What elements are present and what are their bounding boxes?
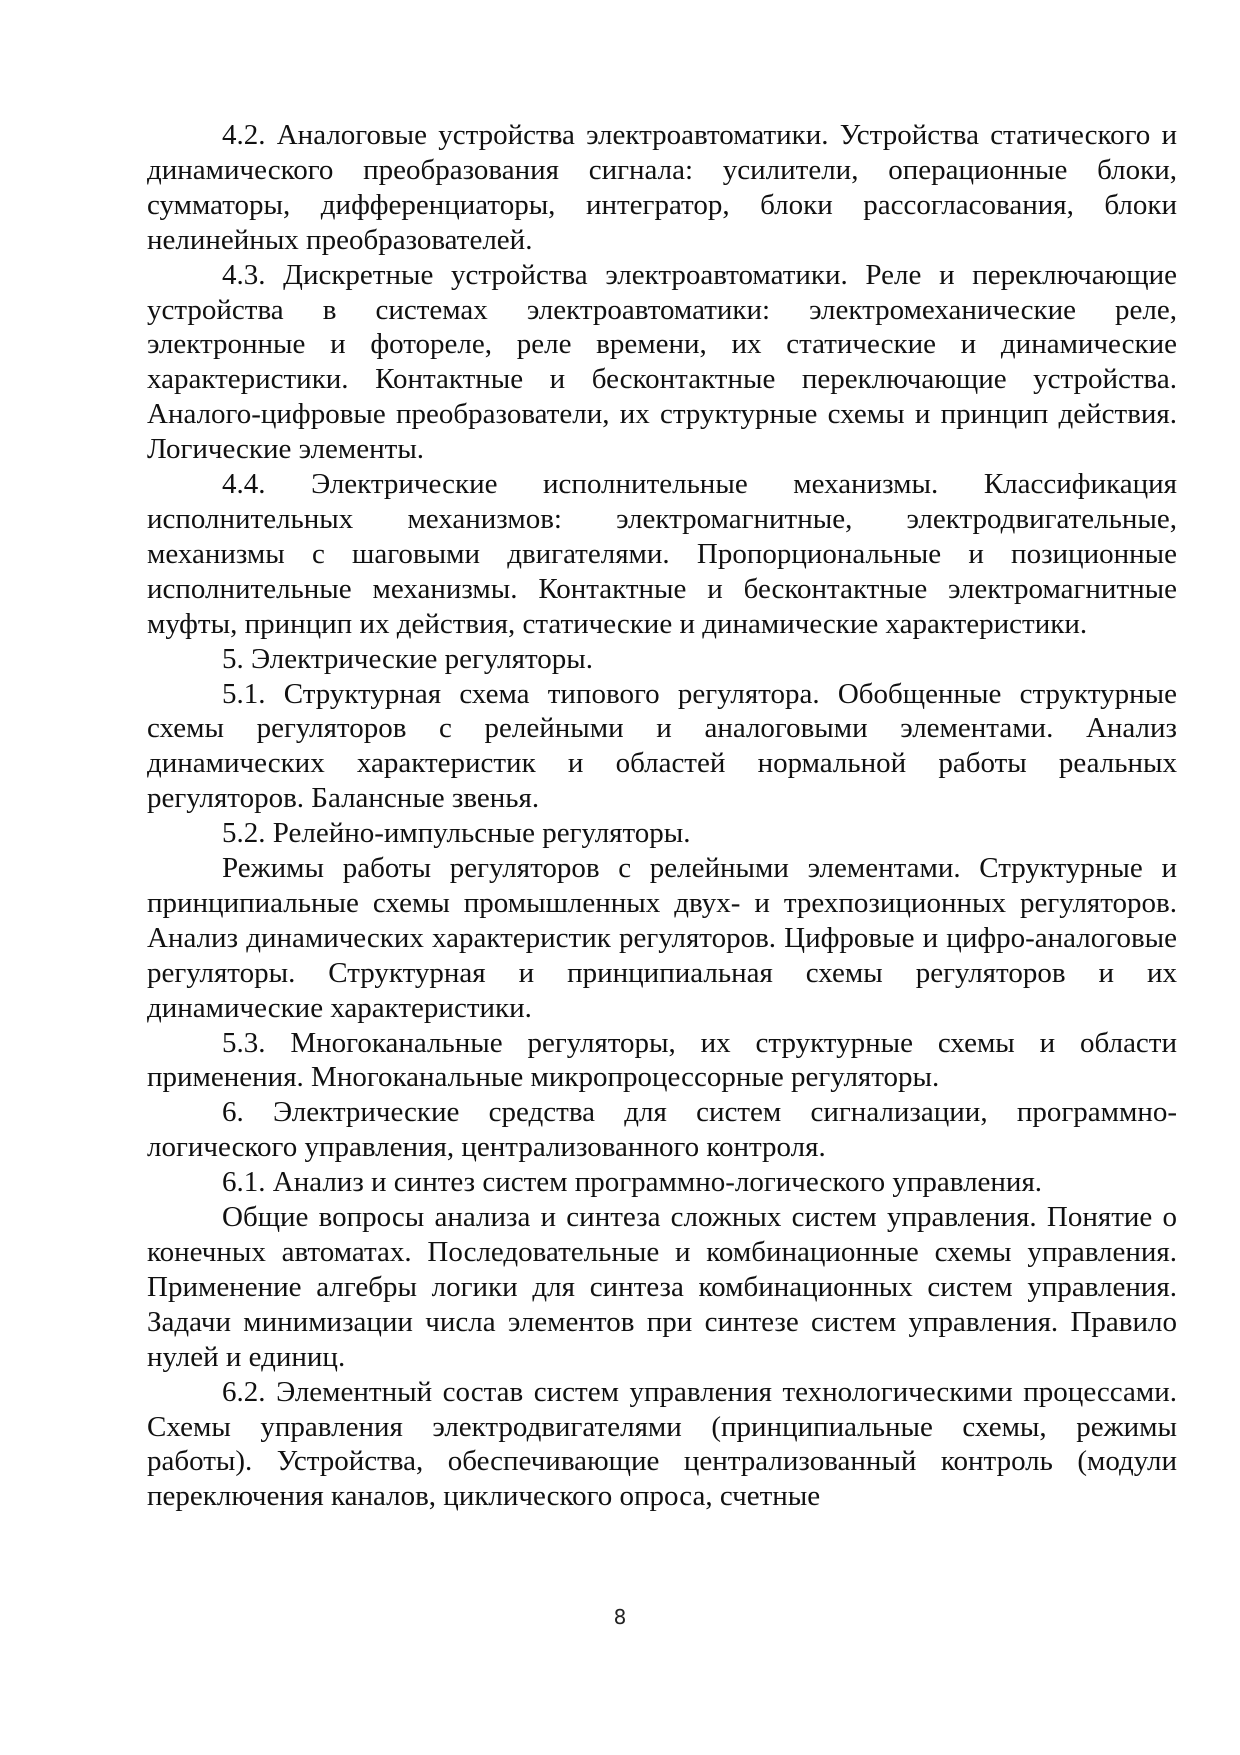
paragraph-5-3: 5.3. Многоканальные регуляторы, их структурные схемы и области применения. Многоканальные микропроцессорные регуляторы.	[147, 1026, 1177, 1094]
paragraph-6-1-body: Общие вопросы анализа и синтеза сложных систем управления. Понятие о конечных автоматах. Последовательные и комбинационные схемы управления. Применение алгебры логики для синтеза комбинационных систем управления. Задачи минимизации числа элементов при синтезе систем управления. Правило нулей и единиц.	[147, 1201, 1177, 1373]
page-number: 8	[613, 1605, 627, 1629]
paragraph-4-4: 4.4. Электрические исполнительные механизмы. Классификация исполнительных механизмов: электромагнитные, электродвигательные, механизмы с шаговыми двигателями. Пропорциональные и позиционные исполнительные механизмы. Контактные и бесконтактные электромагнитные муфты, принцип их действия, статические и динамические характеристики.	[147, 468, 1177, 640]
section-heading-5: 5. Электрические регуляторы.	[222, 642, 593, 675]
paragraph-5-1: 5.1. Структурная схема типового регулятора. Обобщенные структурные схемы регуляторов с релейными и аналоговыми элементами. Анализ динамических характеристик и областей нормальной работы реальных регуляторов. Балансные звенья.	[147, 677, 1177, 815]
paragraph-6-2: 6.2. Элементный состав систем управления технологическими процессами. Схемы управления электродвигателями (принципиальные схемы, режимы работы). Устройства, обеспечивающие централизованный контроль (модули переключения каналов, циклического опроса, счетные	[147, 1375, 1177, 1513]
paragraph-5-2-body: Режимы работы регуляторов с релейными элементами. Структурные и принципиальные схемы промышленных двух- и трехпозиционных регуляторов. Анализ динамических характеристик регуляторов. Цифровые и цифро-аналоговые регуляторы. Структурная и принципиальная схемы регуляторов и их динамические характеристики.	[147, 852, 1177, 1024]
subsection-heading-5-2: 5.2. Релейно-импульсные регуляторы.	[222, 817, 691, 850]
paragraph-4-2: 4.2. Аналоговые устройства электроавтоматики. Устройства статического и динамического преобразования сигнала: усилители, операционные блоки, сумматоры, дифференциаторы, интегратор, блоки рассогласования, блоки нелинейных преобразователей.	[147, 119, 1177, 256]
section-heading-6: 6. Электрические средства для систем сигнализации, программно-логического управления, централизованного контроля.	[147, 1096, 1177, 1164]
body-text	[147, 118, 1177, 1514]
subsection-heading-6-1: 6.1. Анализ и синтез систем программно-логического управления.	[222, 1166, 1043, 1199]
paragraph-4-3: 4.3. Дискретные устройства электроавтоматики. Реле и переключающие устройства в системах электроавтоматики: электромеханические реле, электронные и фотореле, реле времени, их статические и динамические характеристики. Контактные и бесконтактные переключающие устройства. Аналого-цифровые преобразователи, их структурные схемы и принцип действия. Логические элементы.	[147, 258, 1177, 466]
